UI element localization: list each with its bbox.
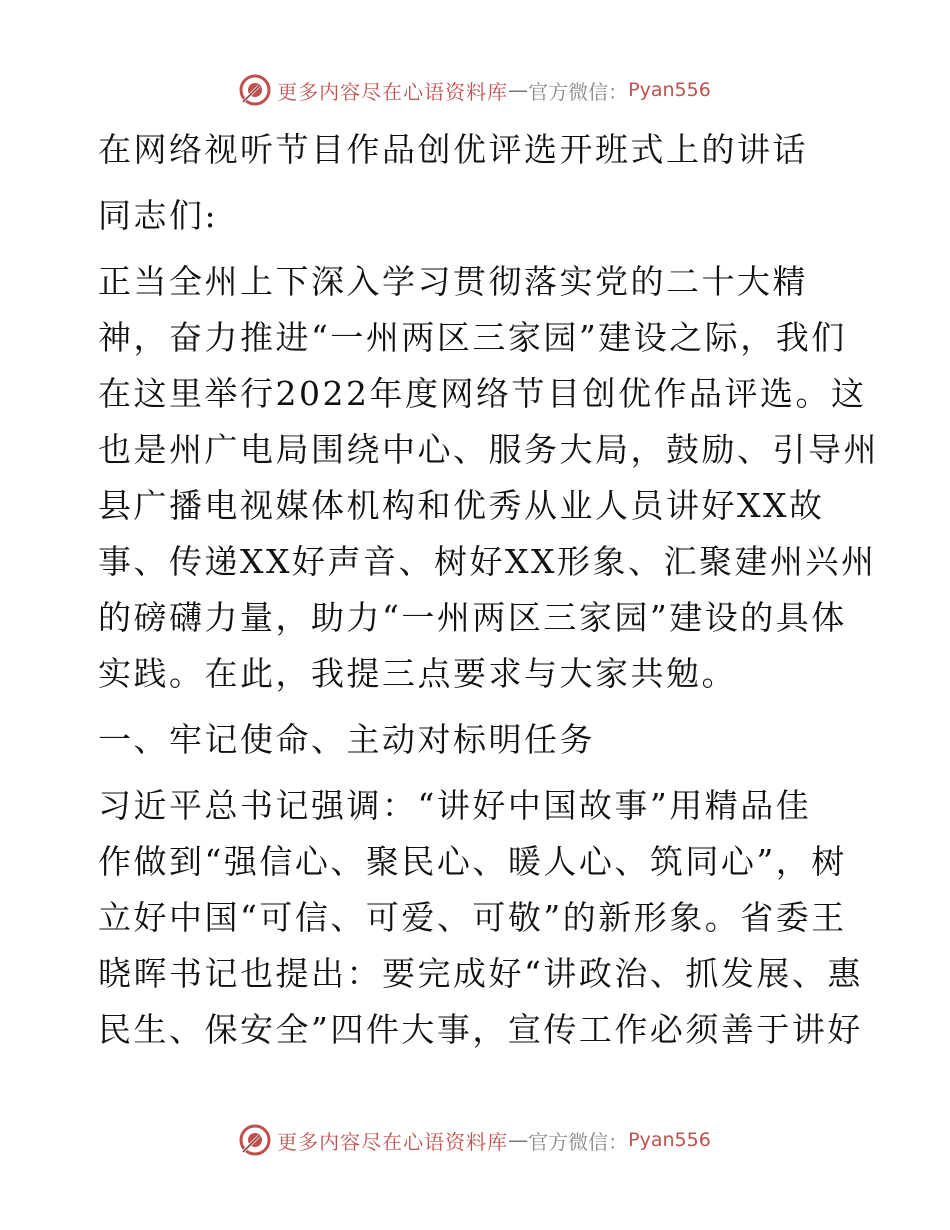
section-heading-1: 一、牢记使命、主动对标明任务 (98, 720, 595, 759)
watermark-wechat-id: Pyan556 (628, 1129, 711, 1151)
watermark-main-text: 更多内容尽在心语资料库 (277, 79, 509, 104)
watermark-main-text: 更多内容尽在心语资料库 (277, 1129, 509, 1154)
paragraph-line: 的磅礴力量，助力“一州两区三家园”建设的具体 (98, 598, 847, 637)
paragraph-line: 实践。在此，我提三点要求与大家共勉。 (98, 654, 737, 693)
watermark-official-label: 官方微信： (528, 79, 629, 104)
watermark-wechat-id: Pyan556 (628, 79, 711, 101)
paragraph-line: 也是州广电局围绕中心、服务大局，鼓励、引导州 (98, 430, 879, 469)
paragraph-line: 神，奋力推进“一州两区三家园”建设之际，我们 (98, 318, 847, 357)
pen-logo-icon (239, 74, 271, 106)
paragraph-line: 在这里举行2022年度网络节目创优作品评选。这 (98, 374, 867, 413)
salutation: 同志们: (98, 196, 219, 235)
watermark-separator: — (508, 1128, 529, 1152)
watermark-official-label: 官方微信： (528, 1129, 629, 1154)
paragraph-line: 晓晖书记也提出：要完成好“讲政治、抓发展、惠 (98, 954, 863, 993)
paragraph-line: 事、传递XX好声音、树好XX形象、汇聚建州兴州 (98, 542, 877, 581)
paragraph-line: 县广播电视媒体机构和优秀从业人员讲好XX故 (98, 486, 825, 525)
pen-logo-icon (239, 1124, 271, 1156)
paragraph-1 (98, 254, 879, 702)
document-body (98, 122, 879, 1058)
paragraph-line: 正当全州上下深入学习贯彻落实党的二十大精 (98, 262, 808, 301)
paragraph-2 (98, 778, 863, 1058)
watermark-separator: — (508, 78, 529, 102)
watermark-header (0, 70, 950, 110)
watermark-footer (0, 1120, 950, 1160)
paragraph-line: 民生、保安全”四件大事，宣传工作必须善于讲好 (98, 1010, 863, 1049)
paragraph-line: 作做到“强信心、聚民心、暖人心、筑同心”，树 (98, 842, 847, 881)
document-title: 在网络视听节目作品创优评选开班式上的讲话 (98, 130, 808, 169)
paragraph-line: 立好中国“可信、可爱、可敬”的新形象。省委王 (98, 898, 847, 937)
paragraph-line: 习近平总书记强调：“讲好中国故事”用精品佳 (98, 786, 812, 825)
